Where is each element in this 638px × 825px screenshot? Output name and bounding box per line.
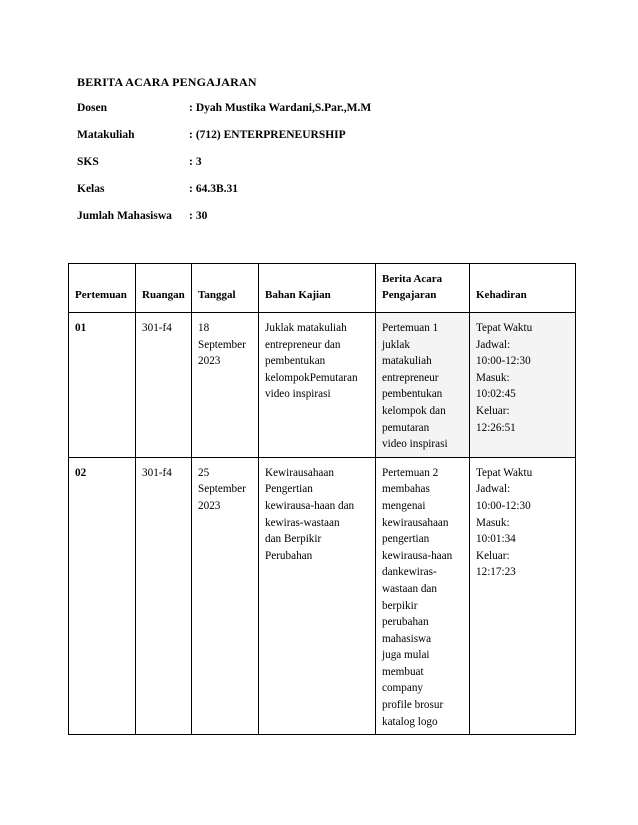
cell-line: entrepreneur dan [265,338,341,351]
header-pertemuan: Pertemuan [69,264,136,313]
cell-line: kewirausahaan [382,516,449,529]
table-row [69,457,576,735]
cell-line: Jadwal: [476,483,511,496]
cell-line: September [198,483,246,496]
cell-line: kewiras-wastaan [265,516,340,529]
cell-line: juga mulai [382,649,430,662]
document-title: BERITA ACARA PENGAJARAN [77,75,257,89]
cell-line: 10:00-12:30 [476,499,531,512]
meta-label: Jumlah Mahasiswa [77,210,172,222]
cell-line: perubahan [382,616,429,629]
cell-line: kelompok dan [382,404,446,417]
attendance-table [68,263,576,735]
cell-line: 25 [198,466,210,479]
cell-line: Pengertian [265,483,313,496]
meta-separator: : [189,156,193,168]
meta-label: Dosen [77,102,108,114]
cell-ruangan: 301-f4 [136,313,192,458]
cell-line: September [198,338,246,351]
cell-bahan-kajian [259,313,376,458]
cell-kehadiran [470,313,576,458]
meta-separator: : [189,210,193,222]
meta-row-sks [77,156,557,183]
header-tanggal: Tanggal [192,264,259,313]
meta-value: Dyah Mustika Wardani,S.Par.,M.M [195,102,372,114]
cell-line: katalog logo [382,715,438,728]
cell-kehadiran [470,457,576,735]
cell-line: 10:02:45 [476,388,516,401]
cell-line: pembentukan [265,355,326,368]
meta-row-jumlah-mahasiswa [77,210,557,237]
cell-line: Pertemuan 2 [382,466,439,479]
cell-line: Tepat Waktu [476,322,533,334]
header-berita-acara: Berita Acara Pengajaran [376,264,470,313]
cell-pertemuan: 02 [69,457,136,735]
cell-line: Masuk: [476,516,510,529]
cell-line: 10:00-12:30 [476,355,531,368]
cell-pertemuan: 01 [69,313,136,458]
table-row [69,313,576,458]
cell-line: juklak [382,338,410,351]
header-bahan-kajian: Bahan Kajian [259,264,376,313]
meta-value: 3 [195,156,202,168]
cell-line: Jadwal: [476,338,511,351]
cell-line: Kewirausahaan [265,466,334,479]
cell-line: entrepreneur [382,371,439,384]
cell-tanggal [192,457,259,735]
cell-line: Tepat Waktu [476,466,533,479]
cell-line: berpikir [382,599,418,612]
cell-line: kelompokPemutaran [265,371,358,384]
meta-separator: : [189,183,193,195]
meta-separator: : [189,129,193,141]
meta-block [77,102,557,237]
cell-line: wastaan dan [382,582,437,595]
cell-line: pembentukan [382,388,443,401]
meta-value: (712) ENTERPRENEURSHIP [195,129,346,141]
cell-line: video inspirasi [265,388,331,401]
cell-line: 2023 [198,499,221,512]
cell-line: membuat [382,665,424,678]
meta-label: SKS [77,156,99,168]
cell-line: 18 [198,322,210,334]
cell-line: kewirausa-haan [382,549,453,562]
cell-tanggal [192,313,259,458]
cell-line: Juklak matakuliah [265,322,347,334]
meta-value: 30 [195,210,208,222]
meta-value: 64.3B.31 [195,183,239,195]
cell-line: dankewiras- [382,566,437,579]
table-header-row [69,264,576,313]
meta-row-kelas [77,183,557,210]
cell-line: Pertemuan 1 [382,322,439,334]
cell-line: mahasiswa [382,632,432,645]
cell-line: pemutaran [382,421,430,434]
cell-line: 2023 [198,355,221,368]
cell-bahan-kajian [259,457,376,735]
cell-line: Masuk: [476,371,510,384]
cell-line: company [382,682,424,695]
meta-separator: : [189,102,193,114]
cell-line: kewirausa-haan dan [265,499,355,512]
cell-line: video inspirasi [382,438,448,451]
cell-line: 12:17:23 [476,566,516,579]
cell-line: dan Berpikir [265,533,322,546]
cell-line: 10:01:34 [476,533,516,546]
meta-row-matakuliah [77,129,557,156]
meta-label: Matakuliah [77,129,135,141]
header-kehadiran: Kehadiran [470,264,576,313]
cell-line: profile brosur [382,699,444,712]
cell-berita-acara [376,313,470,458]
cell-line: Keluar: [476,404,510,417]
cell-line: 12:26:51 [476,421,516,434]
cell-line: mengenai [382,499,426,512]
header-ruangan: Ruangan [136,264,192,313]
cell-line: matakuliah [382,355,432,368]
cell-line: pengertian [382,533,430,546]
meta-row-dosen [77,102,557,129]
cell-berita-acara [376,457,470,735]
cell-line: membahas [382,483,430,496]
cell-ruangan: 301-f4 [136,457,192,735]
cell-line: Keluar: [476,549,510,562]
meta-label: Kelas [77,183,105,195]
cell-line: Perubahan [265,549,313,562]
